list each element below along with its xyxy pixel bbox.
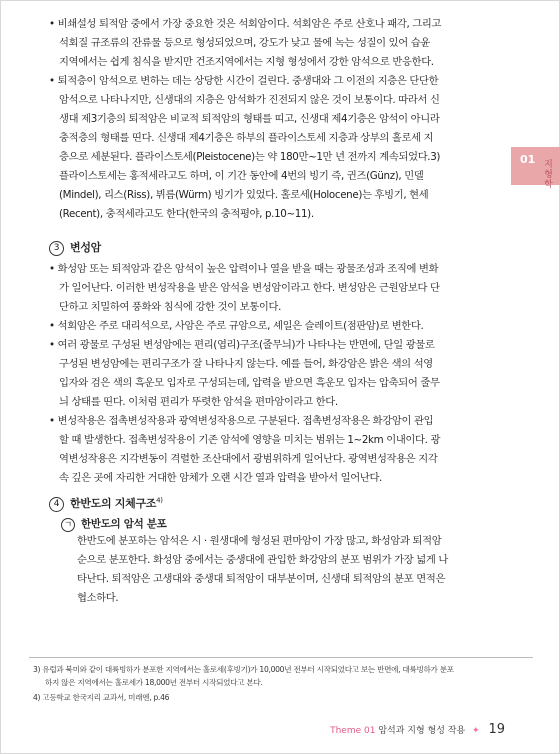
text-line: 충적층의 형태를 띤다. 신생대 제4기층은 하부의 플라이스토세 지층과 상부의 홀로세 지	[59, 132, 434, 144]
text-line: 구성된 변성암에는 편리구조가 잘 나타나지 않는다. 예를 들어, 화강암은 밝은 색의 석영	[59, 358, 433, 370]
page-footer	[330, 722, 505, 737]
text-line: (Mindel), 리스(Riss), 뷔름(Würm) 빙기가 있었다. 홀로세(Holocene)는 후빙기, 현세	[59, 189, 429, 201]
text-line: (Recent), 충적세라고도 한다(한국의 충적평야, p.10~11).	[59, 208, 314, 220]
text-line: 층으로 세분된다. 플라이스토세(Pleistocene)는 약 180만~1만 년 전까지 계속되었다.3)	[59, 151, 441, 163]
text-line: 속 깊은 곳에 자리한 거대한 암체가 오랜 시간 열과 압력을 받아서 일어난다.	[59, 472, 382, 484]
text-line: 역변성작용은 지각변동이 격렬한 조산대에서 광범위하게 일어난다. 광역변성작용은 지각	[59, 453, 438, 465]
footnote: 4) 고등학교 한국지리 교과서, 미래엔, p.46	[33, 693, 170, 702]
text-line: • 여러 광물로 구성된 변성암에는 편리(엽리)구조(줄무늬)가 나타나는 반면에, 단일 광물로	[49, 339, 435, 351]
text-line: 암석으로 나타나지만, 신생대의 지층은 암석화가 진전되지 않은 것이 보통이다. 따라서 신	[59, 94, 440, 106]
section-title: 한반도의 지체구조	[70, 497, 157, 510]
text-line: • 퇴적층이 암석으로 변하는 데는 상당한 시간이 걸린다. 중생대와 그 이전의 지층은 단단한	[49, 75, 439, 87]
text-line: 지역에서는 쉽게 침식을 받지만 건조지역에서는 지형 형성에서 강한 암석으로 반응한다.	[59, 56, 434, 68]
text-line: 석회질 규조류의 잔류물 등으로 형성되었으며, 강도가 낮고 물에 녹는 성질이 있어 습윤	[59, 37, 430, 49]
text-line: 협소하다.	[77, 592, 119, 604]
section-heading-metamorphic	[49, 239, 101, 256]
text-line: 타난다. 퇴적암은 고생대와 중생대 퇴적암이 대부분이며, 신생대 퇴적암의 분포 면적은	[77, 573, 446, 585]
text-line: 가 일어난다. 이러한 변성작용을 받은 암석을 변성암이라고 한다. 변성암은 근원암보다 단	[59, 282, 440, 294]
subsection-number: ㄱ	[61, 518, 75, 532]
section-number: 4	[49, 497, 64, 512]
footnote: 하지 않은 지역에서는 홀로세가 18,000년 전부터 시작되었다고 본다.	[45, 678, 263, 687]
text-line: • 화성암 또는 퇴적암과 같은 암석이 높은 압력이나 열을 받을 때는 광물조성과 조직에 변화	[49, 263, 439, 275]
text-line: • 변성작용은 접촉변성작용과 광역변성작용으로 구분된다. 접촉변성작용은 화강암이 관입	[49, 415, 434, 427]
subsection-heading-rock-distribution	[61, 516, 166, 532]
text-line: • 비쇄설성 퇴적암 중에서 가장 중요한 것은 석회암이다. 석회암은 주로 산호나 패각, 그리고	[49, 18, 442, 30]
text-line: 한반도에 분포하는 암석은 시 · 원생대에 형성된 편마암이 가장 많고, 화성암과 퇴적암	[77, 535, 442, 547]
text-line: • 석회암은 주로 대리석으로, 사암은 주로 규암으로, 셰일은 슬레이트(점판암)로 변한다.	[49, 320, 424, 332]
footnote: 3) 유럽과 북미와 같이 대륙빙하가 분포한 지역에서는 홀로세(후빙기)가 10,000년 전부터 시작되었다고 보는 반면에, 대륙빙하가 분포	[33, 665, 454, 674]
section-title: 변성암	[70, 241, 101, 254]
section-number: 3	[49, 241, 64, 256]
text-line: 플라이스토세는 홍적세라고도 하며, 이 기간 동안에 4번의 빙기 즉, 귄즈(Günz), 민델	[59, 170, 424, 182]
text-line: 할 때 발생한다. 접촉변성작용이 기존 암석에 영향을 미치는 범위는 1~2km 이내이다. 광	[59, 434, 441, 446]
chapter-number: 01	[520, 153, 536, 166]
text-line: 입자와 검은 색의 흑운모 입자로 구성되는데, 압력을 받으면 흑운모 입자는 압축되어 줄무	[59, 377, 440, 389]
text-line: 늬 상태를 띤다. 이처럼 편리가 뚜렷한 암석을 편마암이라고 한다.	[59, 396, 338, 408]
text-line: 단하고 치밀하여 풍화와 침식에 강한 것이 보통이다.	[59, 301, 281, 313]
page-number: 19	[488, 722, 505, 737]
subsection-title: 한반도의 암석 분포	[81, 518, 167, 530]
footer-theme: Theme 01	[330, 726, 376, 736]
text-line: 생대 제3기층의 퇴적암은 비교적 퇴적암의 형태를 띠고, 신생대 제4기층은 암석이 아니라	[59, 113, 440, 125]
star-icon: ✦	[472, 726, 480, 736]
text-line: 순으로 분포한다. 화성암 중에서는 중생대에 관입한 화강암의 분포 범위가 가장 넓게 나	[77, 554, 448, 566]
chapter-label: 지형학	[542, 159, 552, 189]
footnote-ref: 4)	[156, 496, 163, 505]
section-heading-tectonics	[49, 495, 163, 512]
footnote-divider	[29, 657, 533, 658]
footer-title: 암석과 지형 형성 작용	[378, 726, 466, 736]
